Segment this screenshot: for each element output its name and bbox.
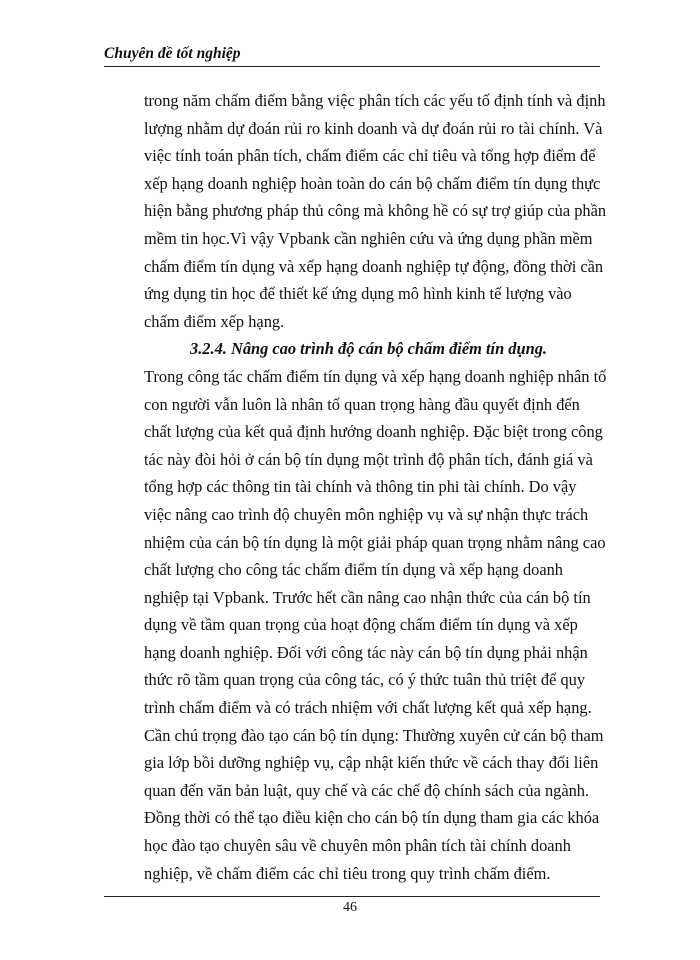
body-line: Cần chú trọng đào tạo cán bộ tín dụng: Thường xuyên cử cán bộ tham: [144, 725, 604, 745]
body-line: tổng hợp các thông tin tài chính và thông tin phi tài chính. Do vậy: [144, 477, 577, 497]
body-line: trong năm chấm điểm bằng việc phân tích các yếu tố định tính và định: [144, 91, 606, 110]
body-text: [144, 87, 607, 887]
body-line: việc nâng cao trình độ chuyên môn nghiệp vụ và sự nhận thực trách: [144, 504, 589, 524]
body-line: ứng dụng tin học để thiết kế ứng dụng mô hình kinh tế lượng vào: [144, 284, 572, 304]
header-divider: [104, 66, 600, 67]
body-line: nghiệp, về chấm điểm các chỉ tiêu trong quy trình chấm điểm.: [144, 863, 551, 883]
body-line: thức rõ tầm quan trọng của công tác, có ý thức tuân thủ triệt để quy: [144, 670, 586, 690]
section-heading: 3.2.4. Nâng cao trình độ cán bộ chấm điểm tín dụng.: [190, 339, 548, 359]
body-line: trình chấm điểm và có trách nhiệm với chất lượng kết quả xếp hạng.: [144, 698, 592, 718]
body-line: hạng doanh nghiệp. Đối với công tác này cán bộ tín dụng phải nhận: [144, 642, 588, 662]
body-line: tác này đòi hỏi ở cán bộ tín dụng một trình độ phân tích, đánh giá và: [144, 449, 593, 469]
page-number: 46: [343, 900, 357, 915]
body-line: nghiệp tại Vpbank. Trước hết cần nâng cao nhận thức của cán bộ tín: [144, 587, 591, 607]
body-line: con người vẫn luôn là nhân tố quan trọng hàng đầu quyết định đến: [144, 394, 580, 414]
body-line: xếp hạng doanh nghiệp hoàn toàn do cán bộ chấm điểm tín dụng thực: [144, 173, 601, 193]
body-line: hiện bằng phương pháp thủ công mà không hề có sự trợ giúp của phần: [144, 201, 607, 221]
body-line: gia lớp bồi dưỡng nghiệp vụ, cập nhật kiến thức về cách thay đổi liên: [144, 753, 599, 773]
page-header-title: Chuyên đề tốt nghiệp: [104, 45, 241, 62]
body-line: dụng về tầm quan trọng của hoạt động chấm điểm tín dụng và xếp: [144, 615, 578, 635]
body-line: lượng nhằm dự đoán rủi ro kinh doanh và dự đoán rủi ro tài chính. Và: [144, 118, 603, 138]
footer-divider: [104, 896, 600, 897]
body-line: việc tính toán phân tích, chấm điểm các chỉ tiêu và tổng hợp điểm để: [144, 146, 596, 166]
body-line: quan đến văn bản luật, quy chế và các chế độ chính sách của ngành.: [144, 780, 590, 800]
body-line: chất lượng cho công tác chấm điểm tín dụng và xếp hạng doanh: [144, 560, 564, 580]
body-line: nhiệm của cán bộ tín dụng là một giải pháp quan trọng nhằm nâng cao: [144, 532, 606, 552]
body-line: học đào tạo chuyên sâu về chuyên môn phân tích tài chính doanh: [144, 836, 571, 856]
body-line: chất lượng của kết quả định hướng doanh nghiệp. Đặc biệt trong công: [144, 422, 603, 442]
body-line: Trong công tác chấm điểm tín dụng và xếp hạng doanh nghiệp nhân tố: [144, 366, 607, 386]
body-line: mềm tin học.Vì vậy Vpbank cần nghiên cứu và ứng dụng phần mềm: [144, 228, 593, 248]
body-line: Đồng thời có thể tạo điều kiện cho cán bộ tín dụng tham gia các khóa: [144, 808, 600, 828]
body-line: chấm điểm xếp hạng.: [144, 311, 285, 331]
body-line: chấm điểm tín dụng và xếp hạng doanh nghiệp tự động, đồng thời cần: [144, 256, 604, 276]
